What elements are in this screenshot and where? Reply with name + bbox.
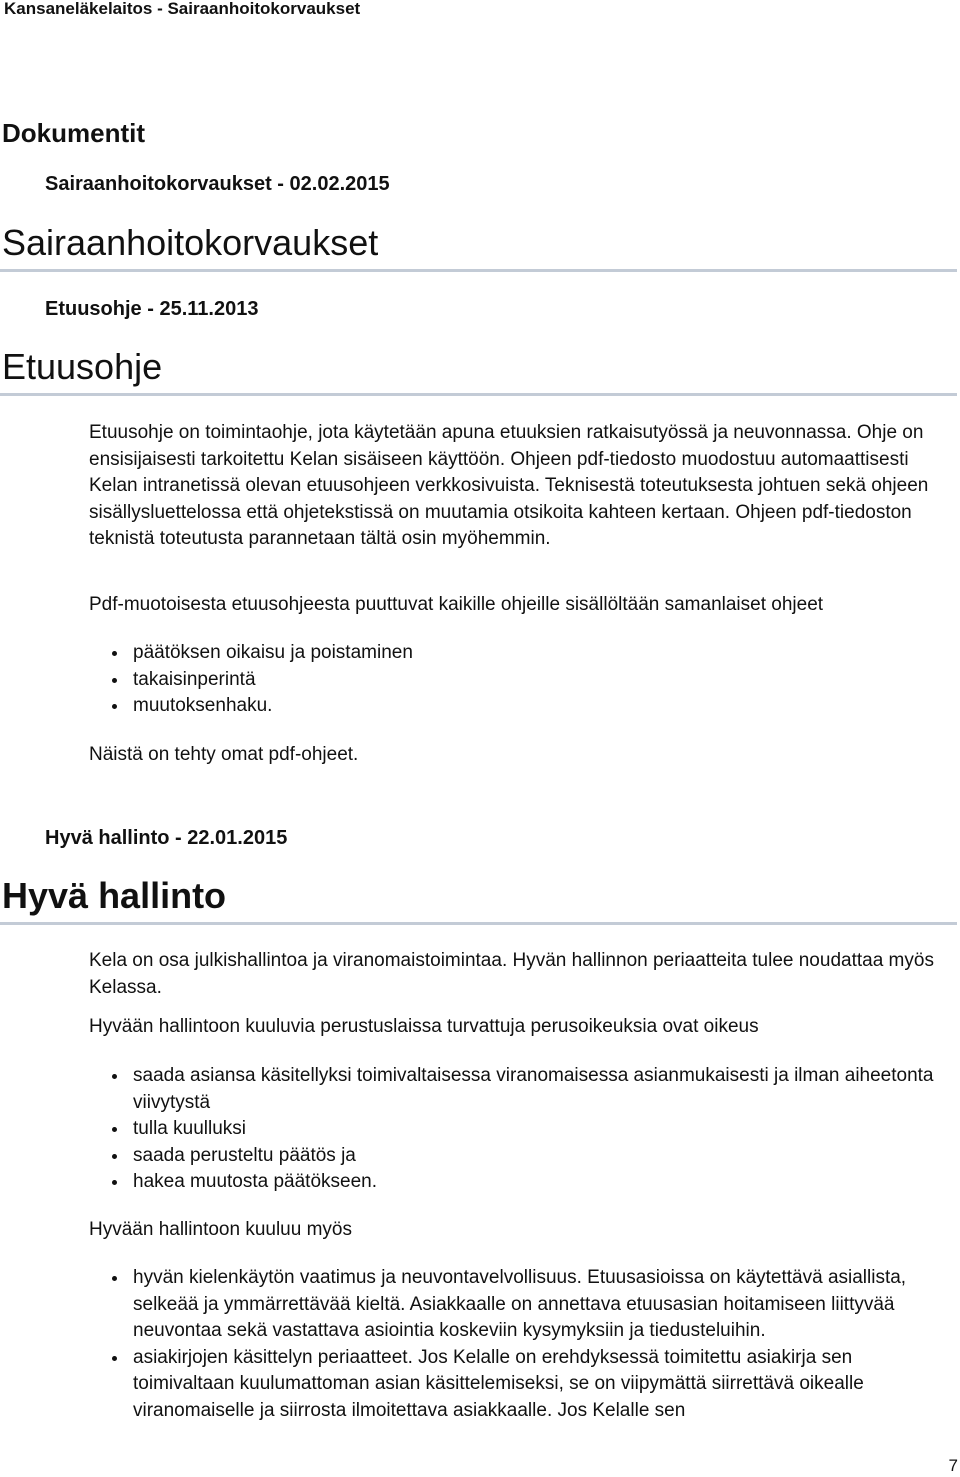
list-item: hakea muutosta päätökseen. — [89, 1169, 954, 1196]
list-item: tulla kuulluksi — [89, 1116, 954, 1143]
list-item: asiakirjojen käsittelyn periaatteet. Jos Kelalle on erehdyksessä toimitettu asiakirja sen toimivaltaan kuulumattoman asian käsittelemiseksi, se on viipymättä siirrettävä oikealle viranomaiselle ja siirrosta ilmoitettava asiakkaalle. Jos Kelalle sen — [89, 1345, 954, 1425]
section-divider — [0, 393, 957, 396]
page-heading: Dokumentit — [2, 118, 145, 148]
list-item: takaisinperintä — [89, 667, 954, 694]
section-date-subtitle: Etuusohje - 25.11.2013 — [45, 298, 259, 320]
section-divider — [0, 269, 957, 272]
section-date-subtitle: Hyvä hallinto - 22.01.2015 — [45, 827, 288, 849]
body-paragraph: Hyvään hallintoon kuuluu myös — [89, 1219, 352, 1240]
body-paragraph: Kela on osa julkishallintoa ja viranomaistoimintaa. Hyvän hallinnon periaatteita tulee noudattaa myös Kelassa. — [89, 950, 934, 998]
list-item: saada asiansa käsitellyksi toimivaltaisessa viranomaisessa asianmukaisesti ja ilman aiheetonta viivytystä — [89, 1063, 954, 1116]
bullet-list — [89, 1063, 954, 1196]
document-header-title: Kansaneläkelaitos - Sairaanhoitokorvaukset — [4, 0, 361, 18]
bullet-list — [89, 1265, 954, 1424]
list-item: muutoksenhaku. — [89, 693, 954, 720]
body-paragraph: Näistä on tehty omat pdf-ohjeet. — [89, 744, 359, 765]
body-paragraph: Etuusohje on toimintaohje, jota käytetään apuna etuuksien ratkaisutyössä ja neuvonnassa. Ohje on ensisijaisesti tarkoitettu Kelan sisäiseen käyttöön. Ohjeen pdf-tiedosto muodostuu automaattisesti Kelan intranetissä olevan etuusohjeen verkkosivuista. Teknisestä toteutuksesta johtuen sekä ohjeen sisällysluettelossa että ohjetekstissä on muutamia otsikoita kahteen kertaan. Ohjeen pdf-tiedoston teknistä toteutusta parannetaan tältä osin myöhemmin. — [89, 422, 929, 549]
page-number: 7 — [948, 1456, 958, 1475]
list-item: päätöksen oikaisu ja poistaminen — [89, 640, 954, 667]
list-item: saada perusteltu päätös ja — [89, 1143, 954, 1170]
list-item: hyvän kielenkäytön vaatimus ja neuvontavelvollisuus. Etuusasioissa on käytettävä asiallista, selkeää ja ymmärrettävää kieltä. Asiakkaalle on annettava etuusasian hoitamiseen liittyvää neuvontaa sekä vastattava asiointia koskeviin kysymyksiin ja tiedusteluihin. — [89, 1265, 954, 1345]
section-title: Etuusohje — [2, 346, 163, 387]
section-divider — [0, 922, 957, 925]
body-paragraph: Pdf-muotoisesta etuusohjeesta puuttuvat kaikille ohjeille sisällöltään samanlaiset ohjeet — [89, 594, 824, 615]
body-paragraph: Hyvään hallintoon kuuluvia perustuslaissa turvattuja perusoikeuksia ovat oikeus — [89, 1016, 759, 1037]
section-title: Sairaanhoitokorvaukset — [2, 222, 379, 263]
section-title: Hyvä hallinto — [2, 875, 227, 916]
bullet-list — [89, 640, 954, 720]
section-date-subtitle: Sairaanhoitokorvaukset - 02.02.2015 — [45, 173, 390, 195]
